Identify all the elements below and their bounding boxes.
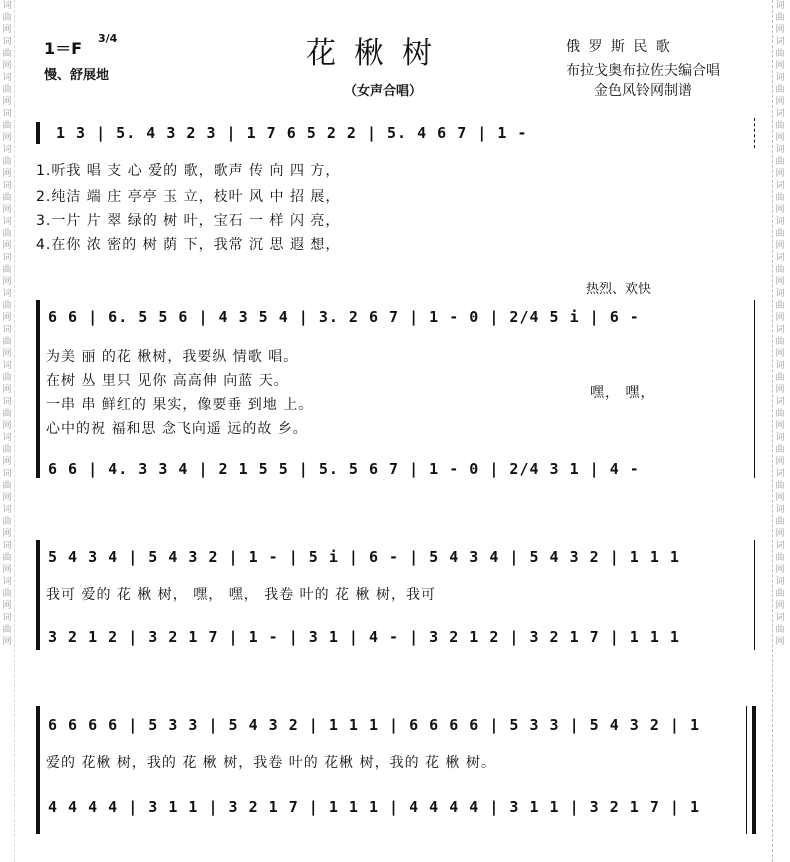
song-title: 花楸树: [306, 36, 450, 71]
system-3-end-bar: [754, 540, 755, 650]
system-1-bracket: [36, 122, 40, 144]
system-1-verse-4: 4.在你 浓 密的 树 荫 下，我常 沉 思 遐 想，: [36, 237, 341, 253]
tempo-change-marking: 热烈、欢快: [586, 282, 652, 297]
system-3-bracket: [36, 540, 40, 650]
system-4-lyric: 爱的 花楸 树，我的 花 楸 树，我卷 叶的 花楸 树，我的 花 楸 树。: [46, 755, 496, 771]
system-1-verse-3: 3.一片 片 翠 绿的 树 叶，宝石 一 样 闪 亮，: [36, 213, 341, 229]
watermark-left: 词曲网词曲网词曲网词曲网词曲网词曲网词曲网词曲网词曲网词曲网词曲网词曲网词曲网词曲网词曲网词曲网词曲网词曲网: [0, 0, 15, 862]
system-4-lower-notes: 4 4 4 4 | 3 1 1 | 3 2 1 7 | 1 1 1 | 4 4 4 4 | 3 1 1 | 3 2 1 7 | 1: [48, 798, 700, 816]
system-2-verse-3: 一串 串 鲜红的 果实，像要垂 到地 上。: [46, 397, 314, 413]
credit-maker: 金色风铃网制谱: [594, 83, 692, 99]
credit-source: 俄 罗 斯 民 歌: [566, 39, 672, 55]
system-2-verse-1: 为美 丽 的花 楸树，我要纵 情歌 唱。: [46, 349, 299, 365]
time-signature: 3/4: [98, 32, 118, 45]
system-3-lyric: 我可 爱的 花 楸 树， 嘿， 嘿， 我卷 叶的 花 楸 树，我可: [46, 587, 436, 603]
system-2-bracket: [36, 300, 40, 478]
tempo-marking: 慢、舒展地: [44, 68, 110, 83]
system-2-verse-4: 心中的祝 福和思 念飞向遥 远的故 乡。: [46, 421, 308, 437]
system-1-notes: 1 3 | 5. 4 3 2 3 | 1 7 6 5 2 2 | 5. 4 6 7 | 1 -: [56, 124, 528, 142]
system-4-bracket: [36, 706, 40, 834]
system-2-verse-2: 在树 丛 里只 见你 高高伸 向蓝 天。: [46, 373, 289, 389]
key-signature: 1＝F: [44, 39, 83, 58]
system-1-verse-2: 2.纯洁 端 庄 亭亭 玉 立，枝叶 风 中 招 展，: [36, 189, 341, 205]
final-bar-thick: [752, 706, 756, 834]
system-3-upper-notes: 5 4 3 4 | 5 4 3 2 | 1 - | 5 i | 6 - | 5 4 3 4 | 5 4 3 2 | 1 1 1: [48, 548, 680, 566]
final-bar-thin: [746, 706, 747, 834]
system-2-lower-notes: 6 6 | 4. 3 3 4 | 2 1 5 5 | 5. 5 6 7 | 1 - 0 | 2/4 3 1 | 4 -: [48, 460, 640, 478]
credit-arranger: 布拉戈奥布拉佐夫编合唱: [566, 63, 720, 79]
system-4-upper-notes: 6 6 6 6 | 5 3 3 | 5 4 3 2 | 1 1 1 | 6 6 6 6 | 5 3 3 | 5 4 3 2 | 1: [48, 716, 700, 734]
system-1-verse-1: 1.听我 唱 支 心 爱的 歌，歌声 传 向 四 方，: [36, 163, 341, 179]
hey-lyric: 嘿， 嘿，: [590, 385, 656, 401]
system-3-lower-notes: 3 2 1 2 | 3 2 1 7 | 1 - | 3 1 | 4 - | 3 2 1 2 | 3 2 1 7 | 1 1 1: [48, 628, 680, 646]
watermark-right: 词曲网词曲网词曲网词曲网词曲网词曲网词曲网词曲网词曲网词曲网词曲网词曲网词曲网词曲网词曲网词曲网词曲网词曲网: [772, 0, 787, 862]
system-2-upper-notes: 6 6 | 6. 5 5 6 | 4 3 5 4 | 3. 2 6 7 | 1 - 0 | 2/4 5 i | 6 -: [48, 308, 640, 326]
song-subtitle: （女声合唱）: [344, 84, 423, 99]
system-1-end-bar: [754, 118, 755, 148]
system-2-end-bar: [754, 300, 755, 478]
